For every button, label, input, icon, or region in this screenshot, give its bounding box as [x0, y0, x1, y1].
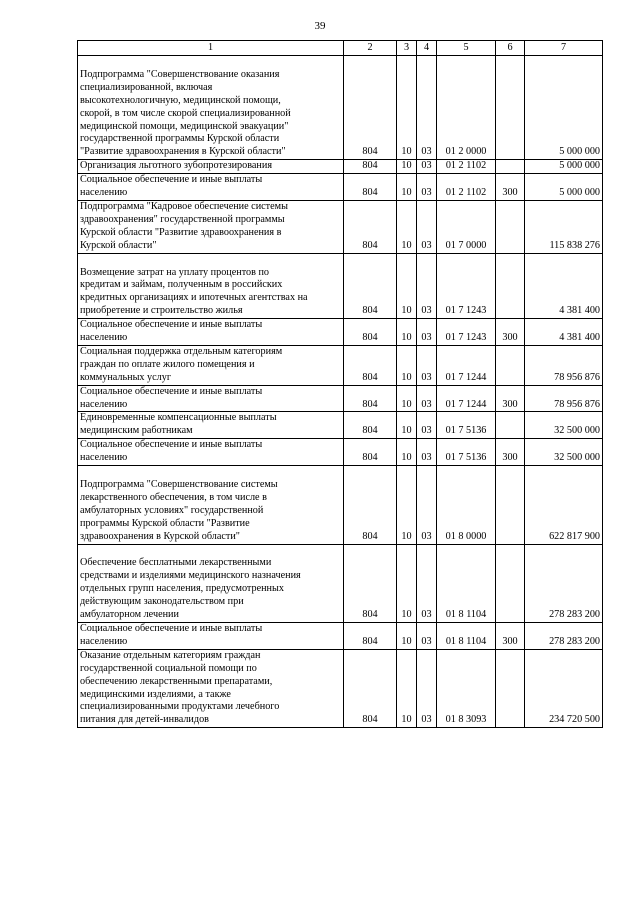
row-section: 10 [397, 412, 417, 439]
row-amount: 32 500 000 [525, 439, 603, 466]
row-target-code: 01 7 0000 [437, 200, 496, 253]
page-number: 39 [314, 20, 326, 32]
col-header-5: 5 [437, 41, 496, 56]
row-expense-type: 300 [496, 174, 525, 201]
table-row [78, 160, 603, 174]
row-amount: 115 838 276 [525, 200, 603, 253]
row-section: 10 [397, 649, 417, 727]
row-target-code: 01 7 1243 [437, 253, 496, 319]
row-expense-type [496, 200, 525, 253]
row-name: Возмещение затрат на уплату процентов по кредитам и займам, полученным в российских кредитных организациях и ипотечных агентствах на приобретение и строительство жилья [78, 253, 344, 319]
row-target-code: 01 7 1244 [437, 345, 496, 385]
row-subsection: 03 [417, 160, 437, 174]
row-expense-type [496, 253, 525, 319]
table-row [78, 622, 603, 649]
row-admin-code: 804 [344, 649, 397, 727]
row-expense-type [496, 649, 525, 727]
row-expense-type [496, 56, 525, 160]
row-amount: 78 956 876 [525, 385, 603, 412]
table-row [78, 200, 603, 253]
row-subsection: 03 [417, 649, 437, 727]
row-amount: 278 283 200 [525, 622, 603, 649]
col-header-2: 2 [344, 41, 397, 56]
row-amount: 234 720 500 [525, 649, 603, 727]
row-expense-type [496, 544, 525, 622]
row-subsection: 03 [417, 622, 437, 649]
row-admin-code: 804 [344, 253, 397, 319]
row-section: 10 [397, 439, 417, 466]
row-name: Социальное обеспечение и иные выплаты населению [78, 439, 344, 466]
col-header-4: 4 [417, 41, 437, 56]
row-expense-type [496, 160, 525, 174]
row-name: Социальная поддержка отдельным категориям граждан по оплате жилого помещения и коммунальных услуг [78, 345, 344, 385]
row-subsection: 03 [417, 345, 437, 385]
row-admin-code: 804 [344, 412, 397, 439]
row-target-code: 01 8 1104 [437, 544, 496, 622]
row-admin-code: 804 [344, 319, 397, 346]
row-expense-type: 300 [496, 385, 525, 412]
table-row [78, 253, 603, 319]
table-row [78, 345, 603, 385]
row-target-code: 01 7 1244 [437, 385, 496, 412]
row-subsection: 03 [417, 466, 437, 544]
col-header-7: 7 [525, 41, 603, 56]
row-name: Социальное обеспечение и иные выплаты населению [78, 174, 344, 201]
table-row [78, 385, 603, 412]
row-section: 10 [397, 160, 417, 174]
row-target-code: 01 2 0000 [437, 56, 496, 160]
budget-table [77, 40, 603, 728]
row-name: Социальное обеспечение и иные выплаты населению [78, 385, 344, 412]
row-subsection: 03 [417, 174, 437, 201]
table-row [78, 439, 603, 466]
col-header-3: 3 [397, 41, 417, 56]
row-expense-type: 300 [496, 439, 525, 466]
table-row [78, 544, 603, 622]
row-amount: 278 283 200 [525, 544, 603, 622]
row-expense-type [496, 412, 525, 439]
row-admin-code: 804 [344, 174, 397, 201]
row-amount: 4 381 400 [525, 253, 603, 319]
row-section: 10 [397, 622, 417, 649]
row-target-code: 01 7 5136 [437, 439, 496, 466]
row-name: Подпрограмма "Совершенствование оказания специализированной, включая высокотехнологичную, медицинской помощи, скорой, в том числе скорой специализированной медицинской помощи, медицинской эвакуации" государственной программы Курской области "Развитие здравоохранения в Курской области" [78, 56, 344, 160]
row-amount: 5 000 000 [525, 174, 603, 201]
row-name: Социальное обеспечение и иные выплаты населению [78, 622, 344, 649]
row-name: Единовременные компенсационные выплаты медицинским работникам [78, 412, 344, 439]
row-subsection: 03 [417, 319, 437, 346]
col-header-1: 1 [78, 41, 344, 56]
row-subsection: 03 [417, 544, 437, 622]
row-admin-code: 804 [344, 544, 397, 622]
row-expense-type: 300 [496, 319, 525, 346]
table-row [78, 56, 603, 160]
row-subsection: 03 [417, 439, 437, 466]
row-admin-code: 804 [344, 200, 397, 253]
row-name: Оказание отдельным категориям граждан государственной социальной помощи по обеспечению лекарственными препаратами, медицинскими изделиями, а также специализированными продуктами лечебного питания для детей-инвалидов [78, 649, 344, 727]
table-row [78, 319, 603, 346]
row-name: Социальное обеспечение и иные выплаты населению [78, 319, 344, 346]
row-section: 10 [397, 200, 417, 253]
row-subsection: 03 [417, 412, 437, 439]
row-section: 10 [397, 466, 417, 544]
row-amount: 4 381 400 [525, 319, 603, 346]
row-name: Обеспечение бесплатными лекарственными средствами и изделиями медицинского назначения отдельных групп населения, предусмотренных действующим законодательством при амбулаторном лечении [78, 544, 344, 622]
row-expense-type [496, 345, 525, 385]
row-target-code: 01 7 5136 [437, 412, 496, 439]
row-admin-code: 804 [344, 439, 397, 466]
table-row [78, 649, 603, 727]
row-name: Подпрограмма "Кадровое обеспечение системы здравоохранения" государственной программы Курской области "Развитие здравоохранения в Курской области" [78, 200, 344, 253]
row-subsection: 03 [417, 56, 437, 160]
row-amount: 5 000 000 [525, 160, 603, 174]
row-name: Организация льготного зубопротезирования [78, 160, 344, 174]
row-target-code: 01 8 3093 [437, 649, 496, 727]
row-subsection: 03 [417, 200, 437, 253]
row-section: 10 [397, 253, 417, 319]
row-amount: 5 000 000 [525, 56, 603, 160]
row-admin-code: 804 [344, 622, 397, 649]
row-subsection: 03 [417, 253, 437, 319]
row-target-code: 01 7 1243 [437, 319, 496, 346]
row-admin-code: 804 [344, 385, 397, 412]
row-expense-type: 300 [496, 622, 525, 649]
row-section: 10 [397, 174, 417, 201]
row-target-code: 01 2 1102 [437, 174, 496, 201]
row-name: Подпрограмма "Совершенствование системы лекарственного обеспечения, в том числе в амбулаторных условиях" государственной программы Курской области "Развитие здравоохранения в Курской области" [78, 466, 344, 544]
row-section: 10 [397, 385, 417, 412]
row-admin-code: 804 [344, 345, 397, 385]
row-admin-code: 804 [344, 466, 397, 544]
row-subsection: 03 [417, 385, 437, 412]
row-amount: 622 817 900 [525, 466, 603, 544]
col-header-6: 6 [496, 41, 525, 56]
row-amount: 32 500 000 [525, 412, 603, 439]
row-section: 10 [397, 544, 417, 622]
table-row [78, 412, 603, 439]
row-section: 10 [397, 345, 417, 385]
row-admin-code: 804 [344, 160, 397, 174]
row-target-code: 01 8 1104 [437, 622, 496, 649]
table-row [78, 174, 603, 201]
table-body [78, 56, 603, 728]
table-row [78, 466, 603, 544]
row-amount: 78 956 876 [525, 345, 603, 385]
row-target-code: 01 2 1102 [437, 160, 496, 174]
row-target-code: 01 8 0000 [437, 466, 496, 544]
row-section: 10 [397, 319, 417, 346]
row-expense-type [496, 466, 525, 544]
row-admin-code: 804 [344, 56, 397, 160]
table-header-row [78, 41, 603, 56]
row-section: 10 [397, 56, 417, 160]
